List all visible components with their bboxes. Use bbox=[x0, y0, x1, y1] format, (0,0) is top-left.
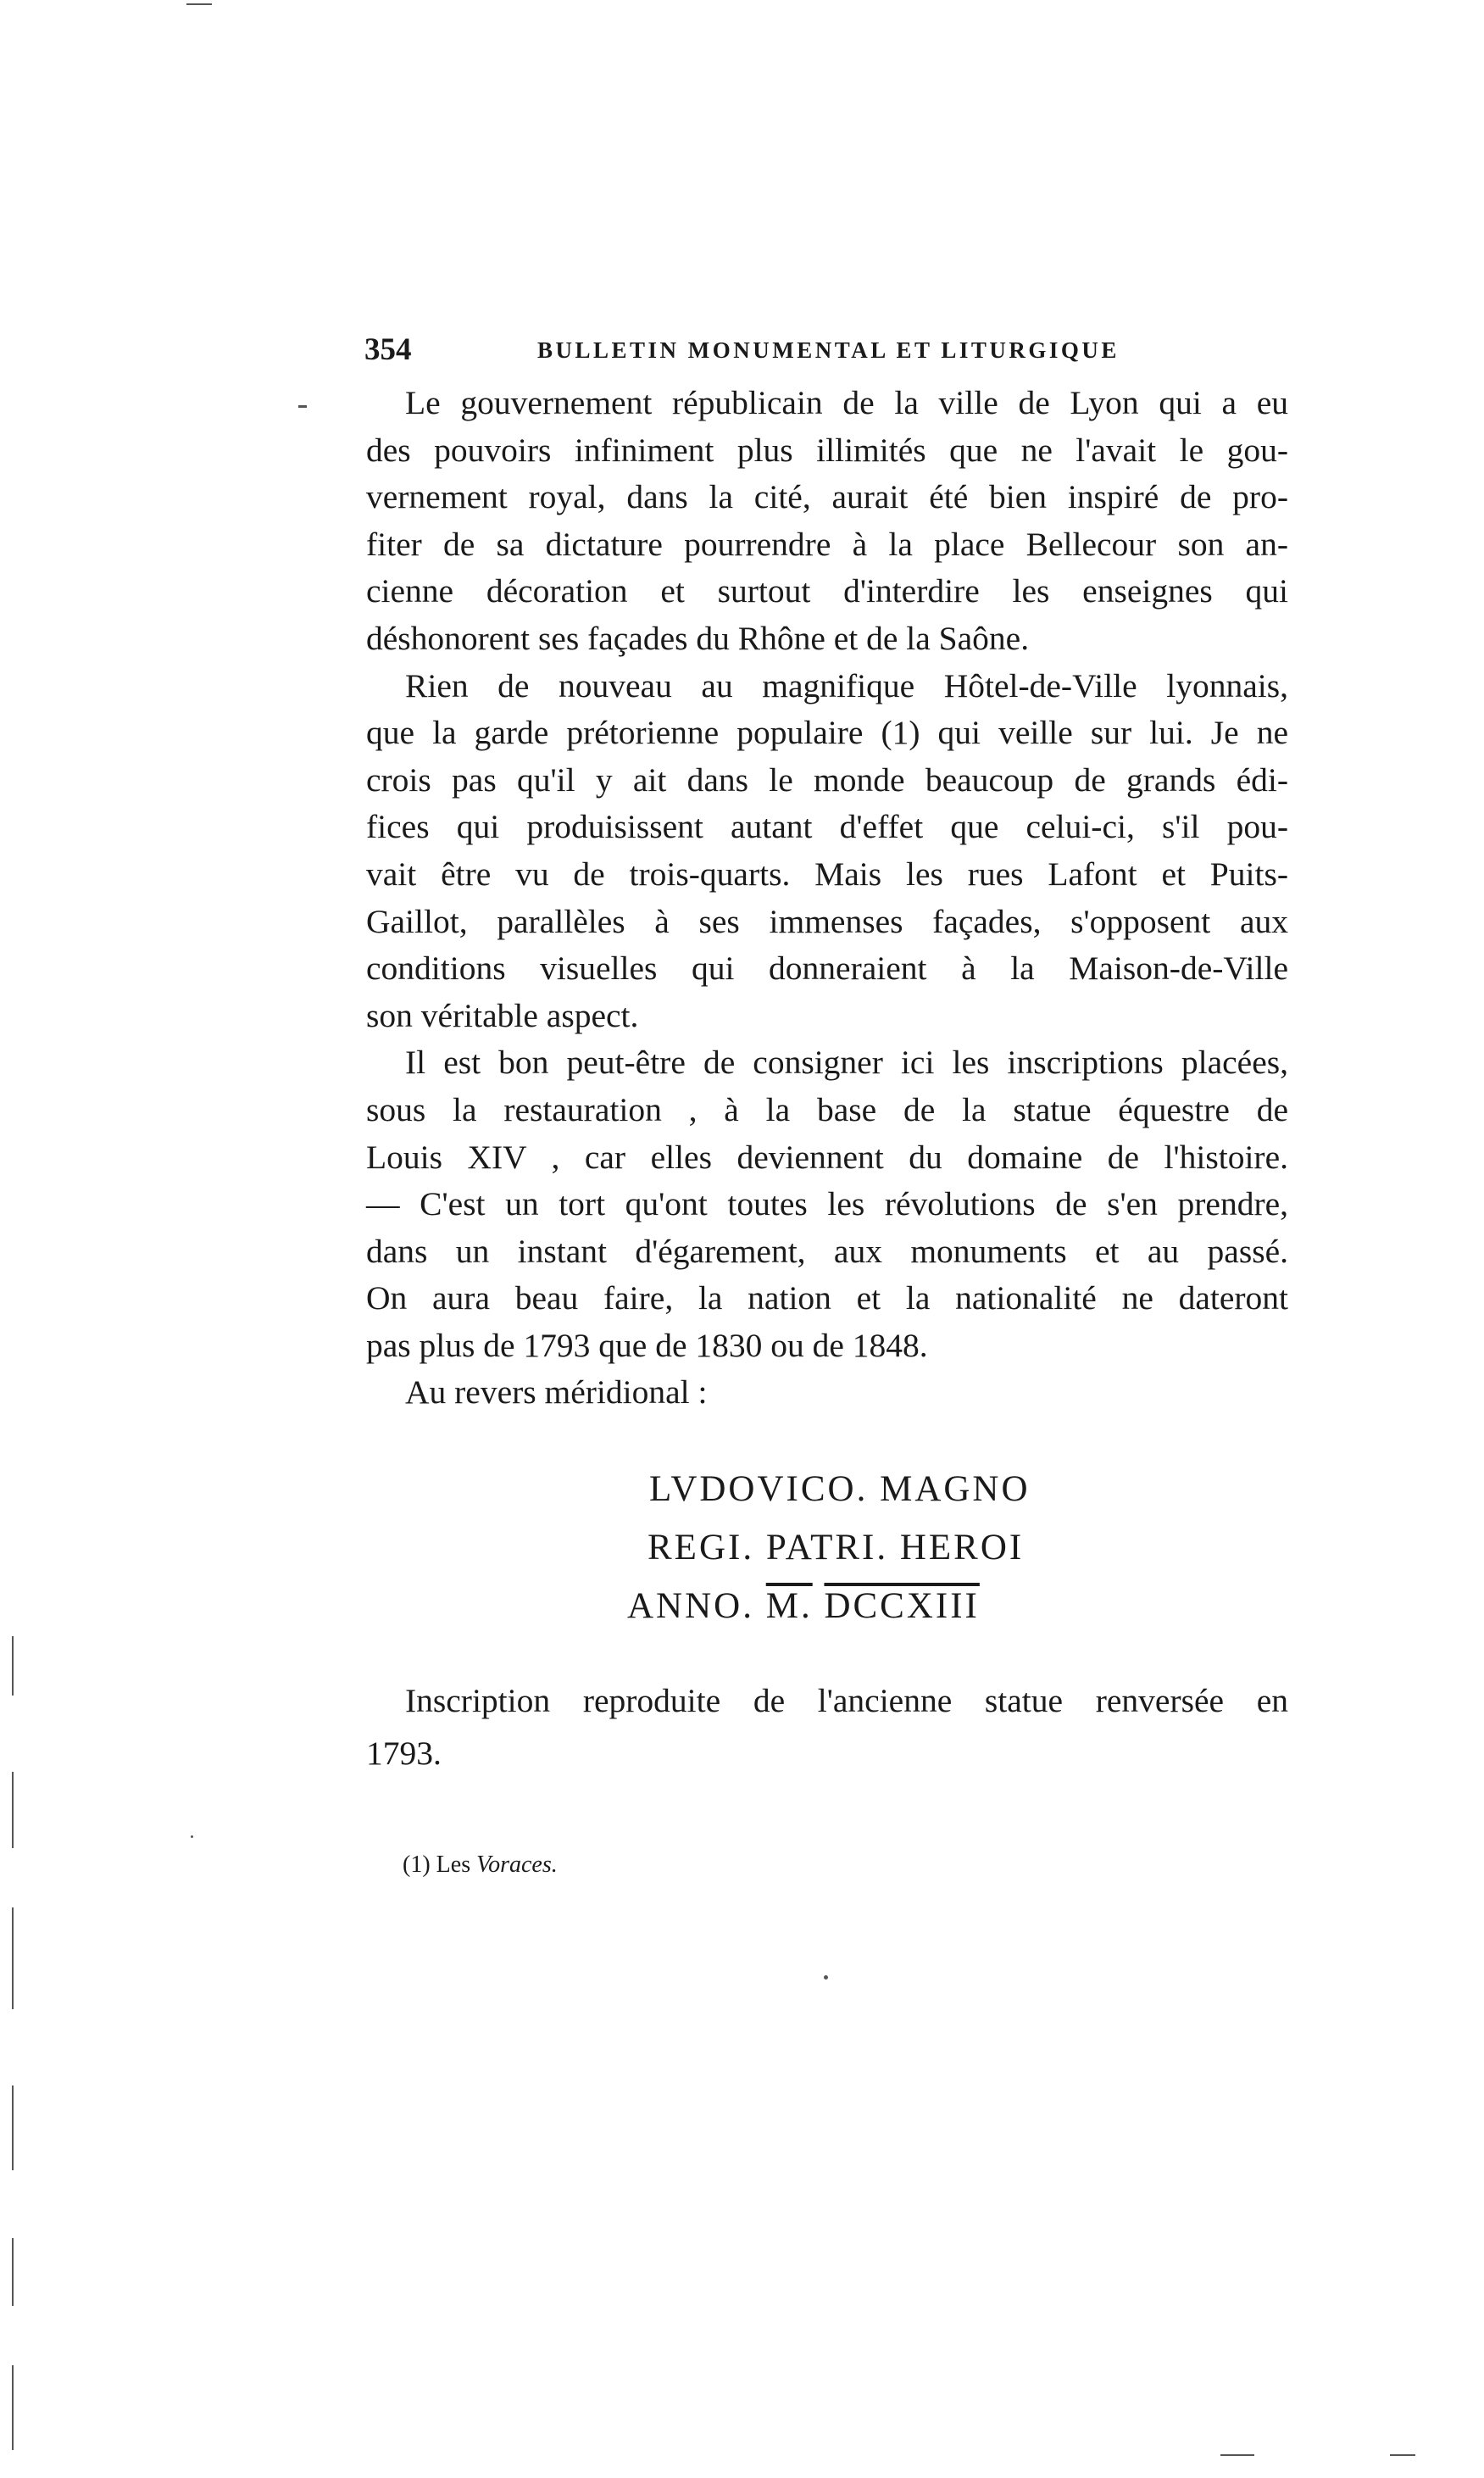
after-inscription-line-2: 1793. bbox=[366, 1735, 442, 1772]
top-edge-line bbox=[186, 3, 212, 5]
text-line: Rien de nouveau au magnifique Hôtel-de-Ville lyonnais, bbox=[405, 666, 1288, 704]
inscription-anno: ANNO. bbox=[627, 1586, 754, 1626]
inscription-label: Au revers méridional : bbox=[405, 1373, 708, 1412]
bottom-edge-line bbox=[1220, 2454, 1254, 2456]
inscription-line-3 bbox=[627, 1577, 1051, 1635]
inscription-numeral: DCCXIII bbox=[824, 1586, 980, 1626]
text-line: Gaillot, parallèles à ses immenses façades, s'opposent aux bbox=[366, 902, 1288, 940]
running-header bbox=[364, 329, 1288, 371]
body-text bbox=[366, 380, 1288, 1417]
footnote-italic: Voraces. bbox=[476, 1852, 558, 1878]
text-line: des pouvoirs infiniment plus illimités que ne l'avait le gou- bbox=[366, 431, 1288, 469]
running-title: BULLETIN MONUMENTAL ET LITURGIQUE bbox=[537, 337, 1120, 363]
inscription-line-1: LVDOVICO. MAGNO bbox=[649, 1469, 1031, 1509]
left-edge-line bbox=[12, 1772, 14, 1848]
left-edge-line bbox=[12, 2238, 14, 2306]
text-line: son véritable aspect. bbox=[366, 996, 639, 1034]
text-line: Il est bon peut-être de consigner ici les inscriptions placées, bbox=[405, 1044, 1288, 1082]
inscription bbox=[627, 1460, 1051, 1635]
left-edge-line bbox=[12, 1636, 14, 1696]
text-line: Le gouvernement républicain de la ville de Lyon qui a eu bbox=[405, 384, 1288, 421]
text-line: crois pas qu'il y ait dans le monde beaucoup de grands édi- bbox=[366, 760, 1288, 799]
inscription-line-2: REGI. PATRI. HEROI bbox=[648, 1528, 1025, 1568]
scan-dot bbox=[824, 1975, 828, 1980]
left-edge-line bbox=[12, 2365, 14, 2450]
text-line: cienne décoration et surtout d'interdire les enseignes qui bbox=[366, 572, 1288, 610]
after-inscription-line-1: Inscription reproduite de l'ancienne statue renversée en bbox=[405, 1682, 1288, 1719]
margin-dash bbox=[298, 405, 307, 408]
text-line: que la garde prétorienne populaire (1) qui veille sur lui. Je ne bbox=[366, 714, 1288, 752]
footnote-prefix: Les bbox=[436, 1852, 471, 1878]
text-line: vernement royal, dans la cité, aurait été bien inspiré de pro- bbox=[366, 478, 1288, 516]
scan-dot bbox=[191, 1835, 193, 1838]
left-edge-line bbox=[12, 2085, 14, 2170]
bottom-edge-line bbox=[1390, 2454, 1415, 2456]
after-inscription bbox=[366, 1674, 1288, 1779]
text-line: On aura beau faire, la nation et la nationalité ne dateront bbox=[366, 1279, 1288, 1317]
text-line: fices qui produisissent autant d'effet que celui-ci, s'il pou- bbox=[366, 808, 1288, 846]
left-edge-line bbox=[12, 1907, 14, 2009]
footnote-marker: (1) bbox=[403, 1852, 431, 1878]
text-line: déshonorent ses façades du Rhône et de la Saône. bbox=[366, 619, 1030, 657]
text-line: sous la restauration , à la base de la statue équestre de bbox=[366, 1090, 1288, 1128]
paragraph-3 bbox=[366, 1039, 1288, 1369]
page-number: 354 bbox=[364, 332, 412, 367]
text-line: dans un instant d'égarement, aux monuments et au passé. bbox=[366, 1232, 1288, 1270]
text-line: — C'est un tort qu'ont toutes les révolutions de s'en prendre, bbox=[366, 1185, 1288, 1223]
text-line: conditions visuelles qui donneraient à la Maison-de-Ville bbox=[366, 949, 1288, 988]
inscription-m: M. bbox=[765, 1586, 813, 1626]
text-line: vait être vu de trois-quarts. Mais les rues Lafont et Puits- bbox=[366, 855, 1288, 893]
paragraph-2 bbox=[366, 663, 1288, 1040]
text-line: pas plus de 1793 que de 1830 ou de 1848. bbox=[366, 1326, 928, 1364]
text-line: Louis XIV , car elles deviennent du domaine de l'histoire. bbox=[366, 1138, 1288, 1176]
paragraph-1 bbox=[366, 380, 1288, 663]
footnote bbox=[403, 1848, 558, 1882]
text-line: fiter de sa dictature pourrendre à la place Bellecour son an- bbox=[366, 525, 1288, 563]
